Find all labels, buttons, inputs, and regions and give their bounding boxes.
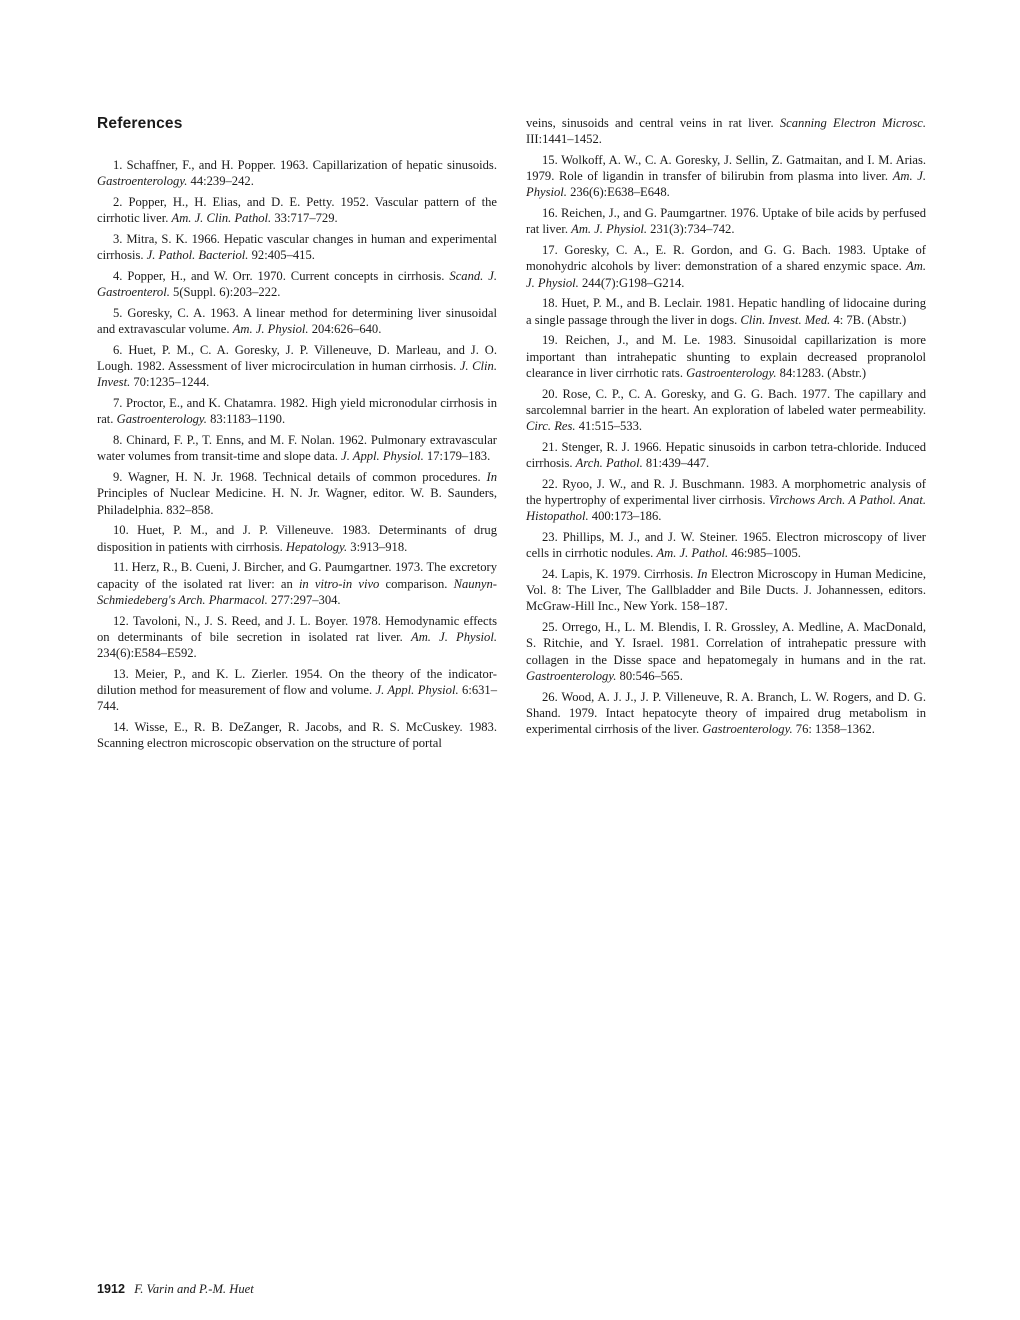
- reference-item: 19. Reichen, J., and M. Le. 1983. Sinusoidal capillarization is more important than intrahepatic shunting to explain decreased propranolol clearance in liver cirrhotic rats. Gastroenterology. 84:1283. (Abstr.): [526, 333, 926, 380]
- reference-item: 25. Orrego, H., L. M. Blendis, I. R. Grossley, A. Medline, A. MacDonald, S. Ritchie, and Y. Israel. 1981. Correlation of intrahepatic pressure with collagen in the Disse space and hepatomegaly in humans and in the rat. Gastroenterology. 80:546–565.: [526, 620, 926, 683]
- reference-item: 18. Huet, P. M., and B. Leclair. 1981. Hepatic handling of lidocaine during a single passage through the liver in dogs. Clin. Invest. Med. 4: 7B. (Abstr.): [526, 296, 926, 327]
- page-number: 1912: [97, 1282, 126, 1296]
- reference-item: 16. Reichen, J., and G. Paumgartner. 1976. Uptake of bile acids by perfused rat liver. Am. J. Physiol. 231(3):734–742.: [526, 206, 926, 237]
- reference-item: 10. Huet, P. M., and J. P. Villeneuve. 1983. Determinants of drug disposition in patients with cirrhosis. Hepatology. 3:913–918.: [97, 523, 497, 554]
- reference-item: 24. Lapis, K. 1979. Cirrhosis. In Electron Microscopy in Human Medicine, Vol. 8: The Liver, The Gallbladder and Bile Ducts. J. Johannessen, editors. McGraw-Hill Inc., New York. 158–187.: [526, 567, 926, 614]
- reference-item: 22. Ryoo, J. W., and R. J. Buschmann. 1983. A morphometric analysis of the hypertrophy of experimental liver cirrhosis. Virchows Arch. A Pathol. Anat. Histopathol. 400:173–186.: [526, 476, 926, 524]
- reference-item: 4. Popper, H., and W. Orr. 1970. Current concepts in cirrhosis. Scand. J. Gastroenterol. 5(Suppl. 6):203–222.: [97, 269, 498, 300]
- reference-item: 23. Phillips, M. J., and J. W. Steiner. 1965. Electron microscopy of liver cells in cirrhotic nodules. Am. J. Pathol. 46:985–1005.: [526, 530, 926, 561]
- reference-item: 17. Goresky, C. A., E. R. Gordon, and G. G. Bach. 1983. Uptake of monohydric alcohols by liver: demonstration of a shared enzymic space. Am. J. Physiol. 244(7):G198–G214.: [526, 243, 926, 290]
- references-column-right: [526, 115, 926, 742]
- reference-item: 15. Wolkoff, A. W., C. A. Goresky, J. Sellin, Z. Gatmaitan, and I. M. Arias. 1979. Role of ligandin in transfer of bilirubin from plasma into liver. Am. J. Physiol. 236(6):E638–E648.: [526, 153, 926, 200]
- reference-item: 8. Chinard, F. P., T. Enns, and M. F. Nolan. 1962. Pulmonary extravascular water volumes from transit-time and slope data. J. Appl. Physiol. 17:179–183.: [97, 433, 497, 464]
- references-column-left: [97, 157, 497, 756]
- reference-item: 13. Meier, P., and K. L. Zierler. 1954. On the theory of the indicator-dilution method for measurement of flow and volume. J. Appl. Physiol. 6:631–744.: [97, 666, 498, 714]
- reference-item: 12. Tavoloni, N., J. S. Reed, and J. L. Boyer. 1978. Hemodynamic effects on determinants of bile secretion in isolated rat liver. Am. J. Physiol. 234(6):E584–E592.: [97, 613, 497, 661]
- reference-item: 1. Schaffner, F., and H. Popper. 1963. Capillarization of hepatic sinusoids. Gastroenterology. 44:239–242.: [97, 158, 497, 189]
- reference-item: 14. Wisse, E., R. B. DeZanger, R. Jacobs, and R. S. McCuskey. 1983. Scanning electron microscopic observation on the structure of portal: [97, 720, 497, 751]
- reference-item: 3. Mitra, S. K. 1966. Hepatic vascular changes in human and experimental cirrhosis. J. Pathol. Bacteriol. 92:405–415.: [97, 232, 497, 263]
- reference-item: 2. Popper, H., H. Elias, and D. E. Petty. 1952. Vascular pattern of the cirrhotic liver. Am. J. Clin. Pathol. 33:717–729.: [97, 195, 497, 226]
- references-heading: References: [97, 115, 183, 132]
- page-footer: [97, 1282, 254, 1297]
- reference-item: 26. Wood, A. J. J., J. P. Villeneuve, R. A. Branch, L. W. Rogers, and D. G. Shand. 1979. Intact hepatocyte theory of impaired drug metabolism in experimental cirrhosis of the liver. Gastroenterology. 76: 1358–1362.: [526, 689, 926, 737]
- reference-item: 21. Stenger, R. J. 1966. Hepatic sinusoids in carbon tetra-chloride. Induced cirrhosis. Arch. Pathol. 81:439–447.: [526, 439, 926, 471]
- reference-item: 20. Rose, C. P., C. A. Goresky, and G. G. Bach. 1977. The capillary and sarcolemnal barrier in the heart. An exploration of labeled water permeability. Circ. Res. 41:515–533.: [526, 386, 926, 434]
- reference-item: 6. Huet, P. M., C. A. Goresky, J. P. Villeneuve, D. Marleau, and J. O. Lough. 1982. Assessment of liver microcirculation in human cirrhosis. J. Clin. Invest. 70:1235–1244.: [97, 343, 497, 390]
- running-authors: F. Varin and P.-M. Huet: [134, 1282, 254, 1296]
- reference-item: 7. Proctor, E., and K. Chatamra. 1982. High yield micronodular cirrhosis in rat. Gastroenterology. 83:1183–1190.: [97, 396, 497, 427]
- reference-item: 9. Wagner, H. N. Jr. 1968. Technical details of common procedures. In Principles of Nuclear Medicine. H. N. Jr. Wagner, editor. W. B. Saunders, Philadelphia. 832–858.: [97, 470, 497, 517]
- reference-item: 11. Herz, R., B. Cueni, J. Bircher, and G. Paumgartner. 1973. The excretory capacity of the isolated rat liver: an in vitro-in vivo comparison. Naunyn-Schmiedeberg's Arch. Pharmacol. 277:297–304.: [97, 560, 497, 607]
- reference-item: 5. Goresky, C. A. 1963. A linear method for determining liver sinusoidal and extravascular volume. Am. J. Physiol. 204:626–640.: [97, 306, 497, 337]
- reference-item-continued: veins, sinusoids and central veins in rat liver. Scanning Electron Microsc. III:1441–1452.: [526, 116, 926, 147]
